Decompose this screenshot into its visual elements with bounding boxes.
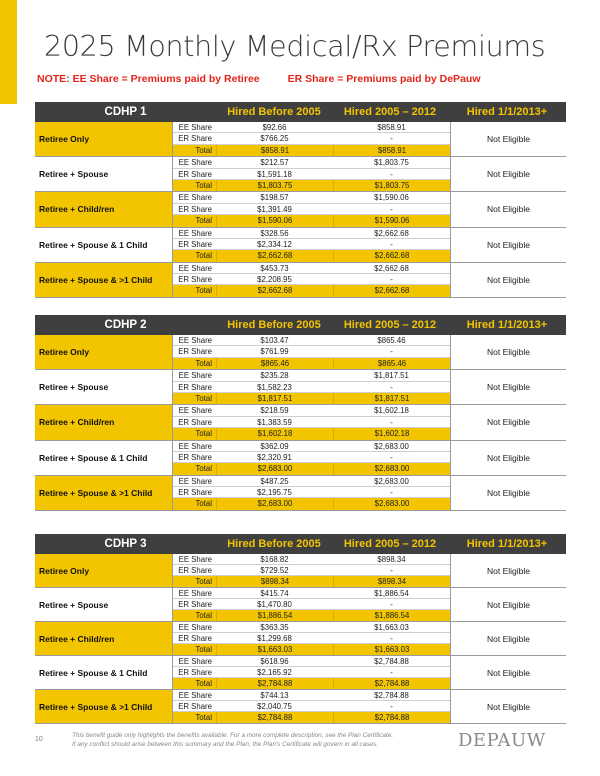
premium-before-2005: $2,165.92 [257,668,292,677]
premium-2005-2012: - [390,347,393,357]
premium-before-2005: $92.66 [262,123,287,132]
page-title: 2025 Monthly Medical/Rx Premiums [44,30,546,63]
premium-before-2005: $2,784.88 [216,712,333,723]
premium-before-2005: $858.91 [216,145,333,156]
coverage-group [35,228,566,263]
premium-before-2005: $453.73 [260,263,289,273]
share-rows [173,263,450,297]
total-row [173,393,450,404]
premium-before-2005: $1,590.06 [216,215,333,226]
premium-2005-2012: $1,886.54 [374,589,409,598]
er-share-row [173,452,450,463]
share-rows [173,588,450,621]
col-hired-2005-2012: Hired 2005 – 2012 [343,106,437,118]
plan-name: CDHP 1 [104,106,147,118]
row-type-label: EE Share [178,371,212,381]
premium-2005-2012: $1,817.51 [374,371,409,381]
col-hired-2013-plus: Hired 1/1/2013+ [466,319,548,331]
share-rows [173,335,450,369]
ee-share-row [173,405,450,416]
premium-before-2005: $2,784.88 [216,678,333,689]
coverage-tier-label: Retiree + Spouse & >1 Child [35,476,173,510]
not-eligible-cell: Not Eligible [450,588,566,621]
ee-share-row [173,554,450,565]
ee-share-row [173,370,450,381]
coverage-tier-label: Retiree Only [35,335,173,369]
row-type-label: Total [195,429,212,439]
premium-2005-2012: - [390,204,393,214]
er-share-row [173,633,450,644]
er-share-note: ER Share = Premiums paid by DePauw [287,73,481,85]
row-type-label: Total [195,286,212,296]
er-share-row [173,417,450,428]
premium-2005-2012: $1,663.03 [374,623,409,632]
col-hired-2005-2012: Hired 2005 – 2012 [343,319,437,331]
premium-before-2005: $1,470.80 [257,600,292,609]
premium-2005-2012: $1,663.03 [333,644,450,655]
not-eligible-cell: Not Eligible [450,370,566,404]
row-type-label: EE Share [178,406,212,416]
row-type-label: Total [195,358,212,368]
er-share-row [173,382,450,393]
row-type-label: EE Share [178,263,212,273]
er-share-row [173,169,450,180]
premium-2005-2012: - [390,702,393,711]
total-row [173,712,450,723]
page-number: 10 [35,736,43,743]
premium-2005-2012: $2,683.00 [374,441,409,451]
premium-2005-2012: $2,662.68 [374,263,409,273]
not-eligible-cell: Not Eligible [450,405,566,439]
col-hired-2013-plus: Hired 1/1/2013+ [466,538,548,550]
row-type-label: EE Share [178,589,212,598]
ee-share-row [173,656,450,667]
coverage-group [35,476,566,511]
premium-before-2005: $103.47 [260,336,289,345]
coverage-group [35,192,566,227]
row-type-label: EE Share [178,691,212,700]
premium-2005-2012: $865.46 [377,336,406,345]
premium-2005-2012: $858.91 [377,123,406,132]
ee-share-row [173,192,450,203]
row-type-label: ER Share [178,169,212,179]
premium-2005-2012: - [390,239,393,249]
premium-2005-2012: $1,602.18 [333,428,450,439]
er-share-row [173,239,450,250]
er-share-row [173,346,450,357]
ee-share-row [173,157,450,168]
coverage-group [35,157,566,192]
total-row [173,145,450,156]
row-type-label: ER Share [178,488,212,498]
total-row [173,428,450,439]
row-type-label: Total [195,216,212,226]
premium-2005-2012: $2,662.68 [333,285,450,296]
share-rows [173,370,450,404]
total-row [173,498,450,509]
share-rows [173,476,450,510]
share-rows [173,554,450,587]
col-hired-2013-plus: Hired 1/1/2013+ [466,106,548,118]
premium-before-2005: $168.82 [260,555,289,564]
premium-before-2005: $212.57 [260,158,289,168]
footer-line-2: If any conflict should arise between this summary and the Plan, the Plan's Certificate will govern in all cases. [72,741,378,748]
row-type-label: Total [195,645,212,654]
row-type-label: Total [195,499,212,509]
premium-before-2005: $2,662.68 [216,285,333,296]
premium-before-2005: $766.25 [260,134,289,144]
coverage-tier-label: Retiree + Spouse & 1 Child [35,228,173,262]
coverage-tier-label: Retiree + Spouse [35,370,173,404]
share-rows [173,690,450,723]
share-rows [173,441,450,475]
row-type-label: Total [195,577,212,586]
premium-2005-2012: $1,886.54 [333,610,450,621]
col-hired-before-2005: Hired Before 2005 [227,538,321,550]
share-rows [173,656,450,689]
row-type-label: ER Share [178,239,212,249]
premium-before-2005: $1,803.75 [216,180,333,191]
premium-before-2005: $865.46 [216,358,333,369]
premium-2005-2012: $865.46 [333,358,450,369]
ee-share-row [173,263,450,274]
row-type-label: ER Share [178,417,212,427]
total-row [173,576,450,587]
share-rows [173,228,450,262]
premium-2005-2012: $1,817.51 [333,393,450,404]
row-type-label: Total [195,713,212,722]
footer-disclaimer [72,731,393,749]
premium-2005-2012: $2,662.68 [333,250,450,261]
coverage-group [35,441,566,476]
row-type-label: ER Share [178,634,212,643]
col-hired-2005-2012: Hired 2005 – 2012 [343,538,437,550]
share-rows [173,157,450,191]
not-eligible-cell: Not Eligible [450,122,566,156]
er-share-row [173,599,450,610]
not-eligible-cell: Not Eligible [450,622,566,655]
er-share-row [173,667,450,678]
total-row [173,358,450,369]
premium-before-2005: $2,195.75 [257,488,292,498]
coverage-group [35,554,566,588]
not-eligible-cell: Not Eligible [450,690,566,723]
premium-before-2005: $1,591.18 [257,169,292,179]
coverage-tier-label: Retiree + Spouse & >1 Child [35,690,173,723]
coverage-tier-label: Retiree + Spouse [35,588,173,621]
ee-share-row [173,622,450,633]
coverage-tier-label: Retiree + Spouse & 1 Child [35,656,173,689]
er-share-row [173,701,450,712]
premium-before-2005: $1,299.68 [257,634,292,643]
er-share-row [173,565,450,576]
row-type-label: ER Share [178,134,212,144]
row-type-label: EE Share [178,123,212,132]
premium-before-2005: $2,208.95 [257,275,292,285]
er-share-row [173,274,450,285]
premium-2005-2012: - [390,382,393,392]
er-share-row [173,133,450,144]
plan-name: CDHP 3 [104,538,147,550]
total-row [173,463,450,474]
row-type-label: ER Share [178,668,212,677]
col-hired-before-2005: Hired Before 2005 [227,106,321,118]
ee-share-row [173,588,450,599]
premium-before-2005: $898.34 [216,576,333,587]
premium-2005-2012: - [390,275,393,285]
share-rows [173,122,450,156]
premium-before-2005: $1,391.49 [257,204,292,214]
premium-2005-2012: $2,784.88 [374,657,409,666]
coverage-group [35,588,566,622]
premium-2005-2012: $2,683.00 [333,498,450,509]
not-eligible-cell: Not Eligible [450,656,566,689]
col-hired-before-2005: Hired Before 2005 [227,319,321,331]
total-row [173,285,450,296]
premium-before-2005: $2,040.75 [257,702,292,711]
premium-2005-2012: $1,803.75 [374,158,409,168]
premium-before-2005: $618.96 [260,657,289,666]
premium-note [37,73,481,85]
coverage-tier-label: Retiree + Spouse [35,157,173,191]
row-type-label: EE Share [178,228,212,238]
not-eligible-cell: Not Eligible [450,263,566,297]
row-type-label: ER Share [178,204,212,214]
coverage-tier-label: Retiree + Spouse & 1 Child [35,441,173,475]
coverage-tier-label: Retiree + Spouse & >1 Child [35,263,173,297]
row-type-label: ER Share [178,452,212,462]
row-type-label: Total [195,145,212,155]
row-type-label: EE Share [178,441,212,451]
total-row [173,678,450,689]
premium-before-2005: $1,663.03 [216,644,333,655]
row-type-label: EE Share [178,158,212,168]
not-eligible-cell: Not Eligible [450,554,566,587]
premium-before-2005: $1,582.23 [257,382,292,392]
premium-before-2005: $363.35 [260,623,289,632]
row-type-label: EE Share [178,193,212,203]
coverage-group [35,405,566,440]
plan-header-row [35,315,566,335]
premium-before-2005: $2,683.00 [216,463,333,474]
share-rows [173,622,450,655]
premium-2005-2012: - [390,634,393,643]
row-type-label: Total [195,180,212,190]
premium-before-2005: $487.25 [260,476,289,486]
total-row [173,610,450,621]
premium-2005-2012: $2,784.88 [333,678,450,689]
coverage-group [35,690,566,724]
premium-2005-2012: $1,590.06 [333,215,450,226]
share-rows [173,192,450,226]
premium-before-2005: $235.28 [260,371,289,381]
coverage-group [35,656,566,690]
row-type-label: EE Share [178,623,212,632]
coverage-tier-label: Retiree Only [35,122,173,156]
er-share-row [173,204,450,215]
premium-before-2005: $2,334.12 [257,239,292,249]
row-type-label: Total [195,679,212,688]
coverage-tier-label: Retiree + Child/ren [35,622,173,655]
premium-2005-2012: - [390,600,393,609]
not-eligible-cell: Not Eligible [450,476,566,510]
row-type-label: EE Share [178,555,212,564]
not-eligible-cell: Not Eligible [450,335,566,369]
plan-table [35,534,566,724]
accent-bar [0,0,17,104]
premium-before-2005: $2,683.00 [216,498,333,509]
premium-2005-2012: - [390,452,393,462]
row-type-label: Total [195,393,212,403]
premium-2005-2012: $898.34 [333,576,450,587]
plan-table [35,315,566,511]
footer-line-1: This benefit guide only highlights the benefits available. For a more complete description, see the Plan Certificate. [72,732,394,739]
row-type-label: EE Share [178,476,212,486]
premium-before-2005: $198.57 [260,193,289,203]
total-row [173,644,450,655]
coverage-group [35,335,566,370]
premium-2005-2012: $898.34 [377,555,406,564]
row-type-label: Total [195,611,212,620]
not-eligible-cell: Not Eligible [450,441,566,475]
coverage-group [35,263,566,298]
row-type-label: Total [195,464,212,474]
plan-table [35,102,566,298]
premium-2005-2012: $1,602.18 [374,406,409,416]
premium-before-2005: $1,886.54 [216,610,333,621]
premium-2005-2012: - [390,169,393,179]
total-row [173,250,450,261]
premium-before-2005: $729.52 [260,566,289,575]
ee-share-note: NOTE: EE Share = Premiums paid by Retiree [37,73,260,85]
coverage-tier-label: Retiree + Child/ren [35,192,173,226]
premium-2005-2012: $2,784.88 [333,712,450,723]
depauw-logo: DEPAUW [458,730,546,751]
row-type-label: EE Share [178,657,212,666]
coverage-group [35,370,566,405]
row-type-label: EE Share [178,336,212,345]
premium-before-2005: $1,383.59 [257,417,292,427]
premium-2005-2012: $1,590.06 [374,193,409,203]
premium-before-2005: $218.59 [260,406,289,416]
premium-before-2005: $761.99 [260,347,289,357]
coverage-group [35,122,566,157]
er-share-row [173,487,450,498]
ee-share-row [173,335,450,346]
premium-before-2005: $744.13 [260,691,289,700]
premium-before-2005: $2,662.68 [216,250,333,261]
coverage-tier-label: Retiree + Child/ren [35,405,173,439]
total-row [173,215,450,226]
coverage-group [35,622,566,656]
plan-header-row [35,534,566,554]
ee-share-row [173,228,450,239]
row-type-label: ER Share [178,347,212,357]
row-type-label: Total [195,251,212,261]
premium-before-2005: $362.09 [260,441,289,451]
total-row [173,180,450,191]
ee-share-row [173,441,450,452]
not-eligible-cell: Not Eligible [450,228,566,262]
premium-2005-2012: $2,784.88 [374,691,409,700]
not-eligible-cell: Not Eligible [450,157,566,191]
not-eligible-cell: Not Eligible [450,192,566,226]
premium-2005-2012: $2,683.00 [374,476,409,486]
premium-2005-2012: - [390,566,393,575]
premium-before-2005: $1,602.18 [216,428,333,439]
premium-2005-2012: $1,803.75 [333,180,450,191]
plan-name: CDHP 2 [104,319,147,331]
premium-2005-2012: - [390,134,393,144]
premium-before-2005: $1,817.51 [216,393,333,404]
premium-2005-2012: $2,662.68 [374,228,409,238]
ee-share-row [173,122,450,133]
premium-2005-2012: - [390,668,393,677]
premium-2005-2012: $858.91 [333,145,450,156]
row-type-label: ER Share [178,382,212,392]
ee-share-row [173,476,450,487]
premium-2005-2012: $2,683.00 [333,463,450,474]
premium-before-2005: $415.74 [260,589,289,598]
plan-header-row [35,102,566,122]
row-type-label: ER Share [178,566,212,575]
row-type-label: ER Share [178,702,212,711]
premium-2005-2012: - [390,488,393,498]
ee-share-row [173,690,450,701]
share-rows [173,405,450,439]
row-type-label: ER Share [178,600,212,609]
premium-before-2005: $328.56 [260,228,289,238]
premium-before-2005: $2,320.91 [257,452,292,462]
coverage-tier-label: Retiree Only [35,554,173,587]
premium-2005-2012: - [390,417,393,427]
row-type-label: ER Share [178,275,212,285]
